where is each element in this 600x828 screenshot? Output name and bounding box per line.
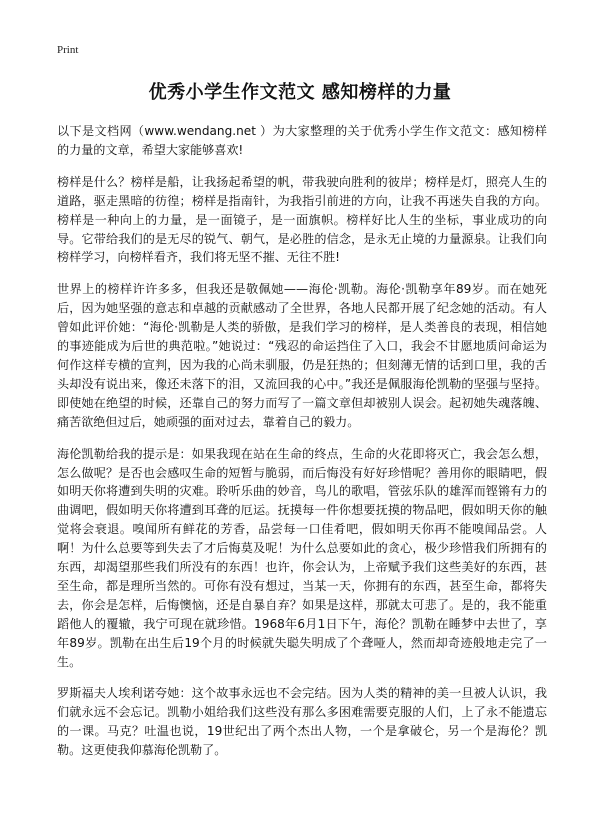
article-body bbox=[57, 122, 547, 773]
body-paragraph: 榜样是什么？榜样是船，让我扬起希望的帆，带我驶向胜利的彼岸；榜样是灯，照亮人生的道路，驱走黑暗的彷徨；榜样是指南针，为我指引前进的方向，让我不再迷失自我的方向。榜样是一种向上的力量，是一面镜子，是一面旗帜。榜样好比人生的坐标，事业成功的向导。它带给我们的是无尽的锐气、朝气，是必胜的信念，是永无止境的力量源泉。让我们向榜样学习，向榜样看齐，我们将无坚不摧、无往不胜! bbox=[57, 174, 547, 265]
intro-paragraph: 以下是文档网（www.wendang.net ）为大家整理的关于优秀小学生作文范文：感知榜样的力量的文章，希望大家能够喜欢! bbox=[57, 124, 547, 157]
page-title: 优秀小学生作文范文 感知榜样的力量 bbox=[148, 82, 452, 103]
print-label: Print bbox=[57, 44, 79, 56]
body-paragraph: 罗斯福夫人埃利诺夸她：这个故事永远也不会完结。因为人类的精神的美一旦被人认识，我们就永远不会忘记。凯勒小姐给我们这些没有那么多困难需要克服的人们，上了永不能遗忘的一课。马克？吐温也说，19世纪出了两个杰出人物，一个是拿破仑，另一个是海伦？凯勒。这更使我仰慕海伦凯勒了。 bbox=[57, 686, 547, 758]
body-paragraph: 世界上的榜样许许多多，但我还是敬佩她——海伦·凯勒。海伦·凯勒享年89岁。而在她死后，因为她坚强的意志和卓越的贡献感动了全世界，各地人民都开展了纪念她的活动。有人曾如此评价她：“海伦·凯勒是人类的骄傲，是我们学习的榜样，是人类善良的表现，相信她的事迹能成为后世的典范啦。”她说过：“残忍的命运挡住了入口，我会不甘愿地质问命运为何作这样专横的宣判，因为我的心尚未驯服，仍是狂热的；但刻薄无情的话到口里，我的舌头却没有说出来，像还未落下的泪，又流回我的心中。”我还是佩服海伦凯勒的坚强与坚持。即使她在绝望的时候，还靠自己的努力而写了一篇文章但却被别人误会。起初她失魂落魄、痛苦欲绝但过后，她顽强的面对过去，靠着自己的毅力。 bbox=[57, 282, 547, 429]
body-paragraph: 海伦凯勒给我的提示是：如果我现在站在生命的终点，生命的火花即将灭亡，我会怎么想，怎么做呢？是否也会感叹生命的短暂与脆弱，而后悔没有好好珍惜呢？善用你的眼睛吧，假如明天你将遭到失明的灾难。聆听乐曲的妙音，鸟儿的歌唱，管弦乐队的雄浑而铿锵有力的曲调吧，假如明天你将遭到耳聋的厄运。抚摸每一件你想要抚摸的物品吧，假如明天你的触觉将会衰退。嗅闻所有鲜花的芳香，品尝每一口佳肴吧，假如明天你再不能嗅闻品尝。人啊！为什么总要等到失去了才后悔莫及呢！为什么总要如此的贪心，极少珍惜我们所拥有的东西，却渴望那些我们所没有的东西！也许，你会认为，上帝赋予我们这些美好的东西，甚至生命，都是理所当然的。可你有没有想过，当某一天，你拥有的东西，甚至生命，都将失去，你会是怎样，后悔懊恼，还是自暴自弃？如果是这样，那就太可悲了。是的，我不能重蹈他人的覆辙，我宁可现在就珍惜。1968年6月1日下午，海伦？凯勒在睡梦中去世了，享年89岁。凯勒在出生后19个月的时候就失聪失明成了个聋哑人，然而却奇迹般地走完了一生。 bbox=[57, 446, 547, 669]
